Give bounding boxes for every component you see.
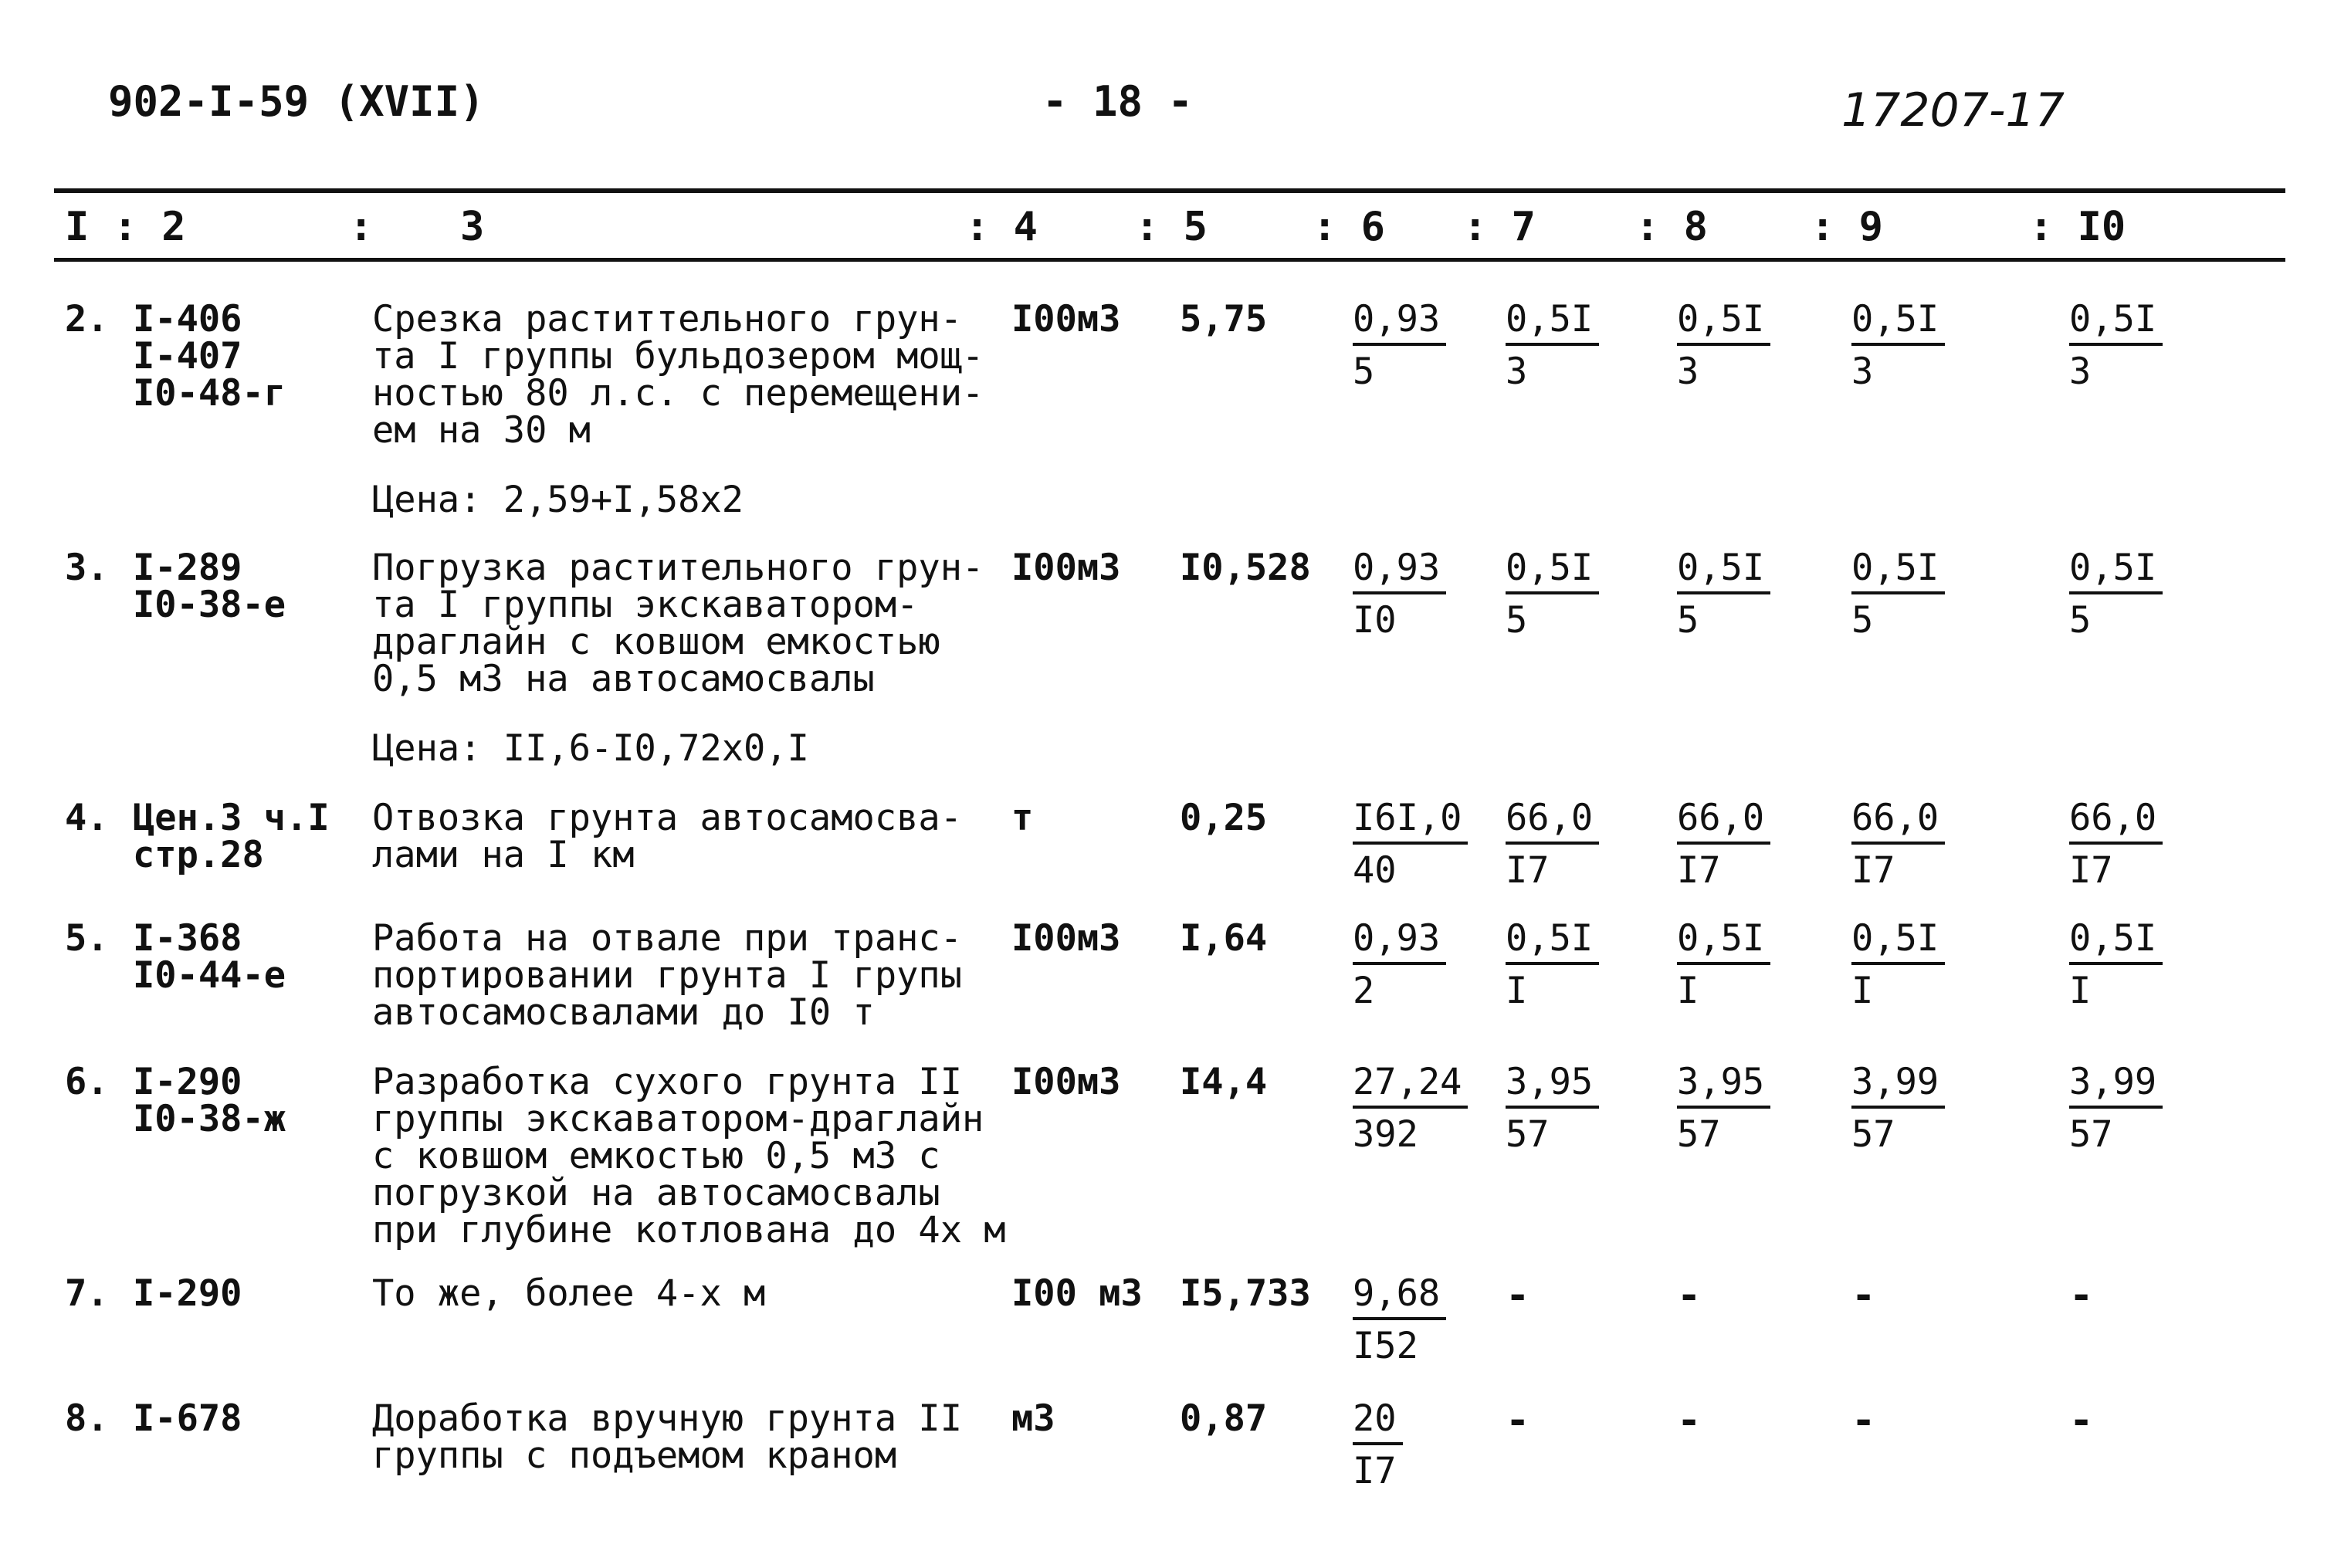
fraction-numerator: 0,93	[1353, 301, 1446, 346]
value-fraction	[1677, 298, 1770, 393]
fraction-numerator: 66,0	[1506, 800, 1599, 845]
fraction-numerator: 0,5I	[1851, 301, 1945, 346]
value-fraction	[1353, 298, 1446, 393]
column-header-1-2: I : 2	[65, 204, 186, 250]
fraction-numerator: 3,95	[1677, 1064, 1770, 1109]
work-description: То же, более 4-х м	[372, 1272, 766, 1315]
value-fraction	[1677, 797, 1770, 892]
norm-code: I-678	[133, 1397, 242, 1440]
value-dash: -	[1506, 1397, 1530, 1444]
fraction-numerator: 0,93	[1353, 920, 1446, 965]
fraction-numerator: 0,5I	[1506, 550, 1599, 594]
unit: I00м3	[1011, 1061, 1121, 1103]
work-description: Погрузка растительного грун- та I группы экскаватором- драглайн с ковшом емкостью 0,5 м3 на автосамосвалы	[372, 547, 984, 700]
fraction-denominator: 3	[1677, 351, 1699, 393]
fraction-denominator: I7	[1851, 849, 1895, 892]
fraction-denominator: I	[1506, 970, 1528, 1012]
quantity: I4,4	[1180, 1061, 1268, 1103]
value-fraction	[1506, 298, 1599, 393]
value-fraction	[1353, 1397, 1403, 1492]
unit: I00м3	[1011, 917, 1121, 960]
document-code: 902-I-59 (XVII)	[108, 77, 485, 126]
fraction-denominator: 3	[1851, 351, 1874, 393]
row-number: 4.	[65, 797, 109, 839]
value-dash: -	[1851, 1397, 1876, 1444]
column-header-10: : I0	[2029, 204, 2126, 250]
table-header-rule	[54, 258, 2285, 262]
table-top-rule	[54, 188, 2285, 193]
value-fraction	[2069, 298, 2163, 393]
quantity: 0,87	[1180, 1397, 1268, 1440]
unit: I00м3	[1011, 298, 1121, 340]
value-fraction	[2069, 1061, 2163, 1156]
value-fraction	[1851, 797, 1945, 892]
quantity: I5,733	[1180, 1272, 1311, 1315]
value-fraction	[1506, 1061, 1599, 1156]
fraction-denominator: I	[1851, 970, 1874, 1012]
row-number: 2.	[65, 298, 109, 340]
archive-number: 17207-17	[1841, 83, 2065, 137]
fraction-denominator: I52	[1353, 1325, 1418, 1367]
fraction-numerator: 3,99	[1851, 1064, 1945, 1109]
fraction-denominator: 392	[1353, 1113, 1418, 1156]
fraction-denominator: I7	[1506, 849, 1550, 892]
fraction-numerator: 3,99	[2069, 1064, 2163, 1109]
work-description: Работа на отвале при транс- портировании грунта I групы автосамосвалами до I0 т	[372, 917, 963, 1034]
column-header-3: 3	[460, 204, 485, 250]
fraction-denominator: 57	[1506, 1113, 1550, 1156]
row-number: 8.	[65, 1397, 109, 1440]
value-fraction	[1506, 797, 1599, 892]
value-fraction	[1353, 917, 1446, 1012]
value-fraction	[2069, 917, 2163, 1012]
fraction-denominator: I	[1677, 970, 1699, 1012]
value-dash: -	[2069, 1272, 2094, 1319]
unit: I00м3	[1011, 547, 1121, 589]
norm-code: I-406 I-407 I0-48-г	[133, 298, 286, 415]
fraction-denominator: 57	[2069, 1113, 2113, 1156]
fraction-denominator: 57	[1851, 1113, 1895, 1156]
work-description: Разработка сухого грунта II группы экскаватором-драглайн с ковшом емкостью 0,5 м3 с погрузкой на автосамосвалы при глубине котлована до 4х м	[372, 1061, 1006, 1251]
column-header-8: : 8	[1635, 204, 1708, 250]
value-fraction	[1851, 298, 1945, 393]
fraction-denominator: 40	[1353, 849, 1397, 892]
value-fraction	[1677, 917, 1770, 1012]
norm-code: I-289 I0-38-е	[133, 547, 286, 626]
column-header-4: : 4	[965, 204, 1038, 250]
norm-code: I-290	[133, 1272, 242, 1315]
fraction-denominator: 3	[2069, 351, 2092, 393]
fraction-numerator: 9,68	[1353, 1275, 1446, 1320]
fraction-numerator: 0,5I	[1677, 301, 1770, 346]
fraction-numerator: 0,5I	[2069, 550, 2163, 594]
fraction-denominator: I	[2069, 970, 2092, 1012]
work-description: Доработка вручную грунта II группы с подъемом краном	[372, 1397, 963, 1477]
value-dash: -	[1506, 1272, 1530, 1319]
price-formula: Цена: II,6-I0,72x0,I	[372, 727, 809, 770]
unit: м3	[1011, 1397, 1055, 1440]
value-dash: -	[1851, 1272, 1876, 1319]
fraction-numerator: 0,93	[1353, 550, 1446, 594]
column-header-7: : 7	[1463, 204, 1536, 250]
fraction-denominator: I7	[1353, 1450, 1397, 1492]
value-fraction	[1677, 547, 1770, 642]
norm-code: Цен.3 ч.I стр.28	[133, 797, 330, 876]
fraction-numerator: 66,0	[2069, 800, 2163, 845]
value-dash: -	[1677, 1272, 1702, 1319]
fraction-denominator: 57	[1677, 1113, 1721, 1156]
fraction-numerator: 0,5I	[2069, 920, 2163, 965]
value-dash: -	[2069, 1397, 2094, 1444]
column-header-6: : 6	[1313, 204, 1385, 250]
value-fraction	[1851, 547, 1945, 642]
column-header-sep: :	[349, 204, 374, 250]
fraction-numerator: 3,95	[1506, 1064, 1599, 1109]
fraction-numerator: 27,24	[1353, 1064, 1468, 1109]
value-fraction	[1353, 1061, 1468, 1156]
fraction-denominator: I0	[1353, 599, 1397, 642]
fraction-denominator: 2	[1353, 970, 1375, 1012]
value-fraction	[2069, 797, 2163, 892]
row-number: 3.	[65, 547, 109, 589]
column-header-5: : 5	[1135, 204, 1208, 250]
value-fraction	[1506, 917, 1599, 1012]
fraction-numerator: 0,5I	[1851, 920, 1945, 965]
unit: т	[1011, 797, 1034, 839]
fraction-denominator: 5	[1506, 599, 1528, 642]
value-fraction	[1353, 1272, 1446, 1367]
value-fraction	[1851, 1061, 1945, 1156]
value-dash: -	[1677, 1397, 1702, 1444]
fraction-denominator: 5	[1851, 599, 1874, 642]
fraction-denominator: I7	[1677, 849, 1721, 892]
work-description: Отвозка грунта автосамосва- лами на I км	[372, 797, 963, 876]
value-fraction	[1506, 547, 1599, 642]
fraction-denominator: 5	[1353, 351, 1375, 393]
page-number: - 18 -	[1042, 77, 1194, 126]
row-number: 7.	[65, 1272, 109, 1315]
price-formula: Цена: 2,59+I,58x2	[372, 479, 744, 521]
norm-code: I-290 I0-38-ж	[133, 1061, 286, 1140]
row-number: 6.	[65, 1061, 109, 1103]
fraction-numerator: 66,0	[1677, 800, 1770, 845]
fraction-denominator: 5	[2069, 599, 2092, 642]
work-description: Срезка раститтельного грун- та I группы бульдозером мощ- ностью 80 л.с. с перемещени- ем на 30 м	[372, 298, 984, 452]
fraction-numerator: 0,5I	[1677, 550, 1770, 594]
value-fraction	[2069, 547, 2163, 642]
fraction-numerator: 20	[1353, 1400, 1403, 1445]
fraction-numerator: 0,5I	[1677, 920, 1770, 965]
value-fraction	[1353, 547, 1446, 642]
fraction-numerator: I6I,0	[1353, 800, 1468, 845]
column-header-9: : 9	[1811, 204, 1883, 250]
fraction-numerator: 0,5I	[1506, 301, 1599, 346]
value-fraction	[1353, 797, 1468, 892]
quantity: I,64	[1180, 917, 1268, 960]
quantity: 0,25	[1180, 797, 1268, 839]
fraction-numerator: 66,0	[1851, 800, 1945, 845]
fraction-numerator: 0,5I	[1506, 920, 1599, 965]
value-fraction	[1677, 1061, 1770, 1156]
quantity: I0,528	[1180, 547, 1311, 589]
fraction-numerator: 0,5I	[2069, 301, 2163, 346]
norm-code: I-368 I0-44-е	[133, 917, 286, 997]
fraction-denominator: 5	[1677, 599, 1699, 642]
fraction-denominator: I7	[2069, 849, 2113, 892]
value-fraction	[1851, 917, 1945, 1012]
fraction-denominator: 3	[1506, 351, 1528, 393]
quantity: 5,75	[1180, 298, 1268, 340]
unit: I00 м3	[1011, 1272, 1143, 1315]
fraction-numerator: 0,5I	[1851, 550, 1945, 594]
row-number: 5.	[65, 917, 109, 960]
